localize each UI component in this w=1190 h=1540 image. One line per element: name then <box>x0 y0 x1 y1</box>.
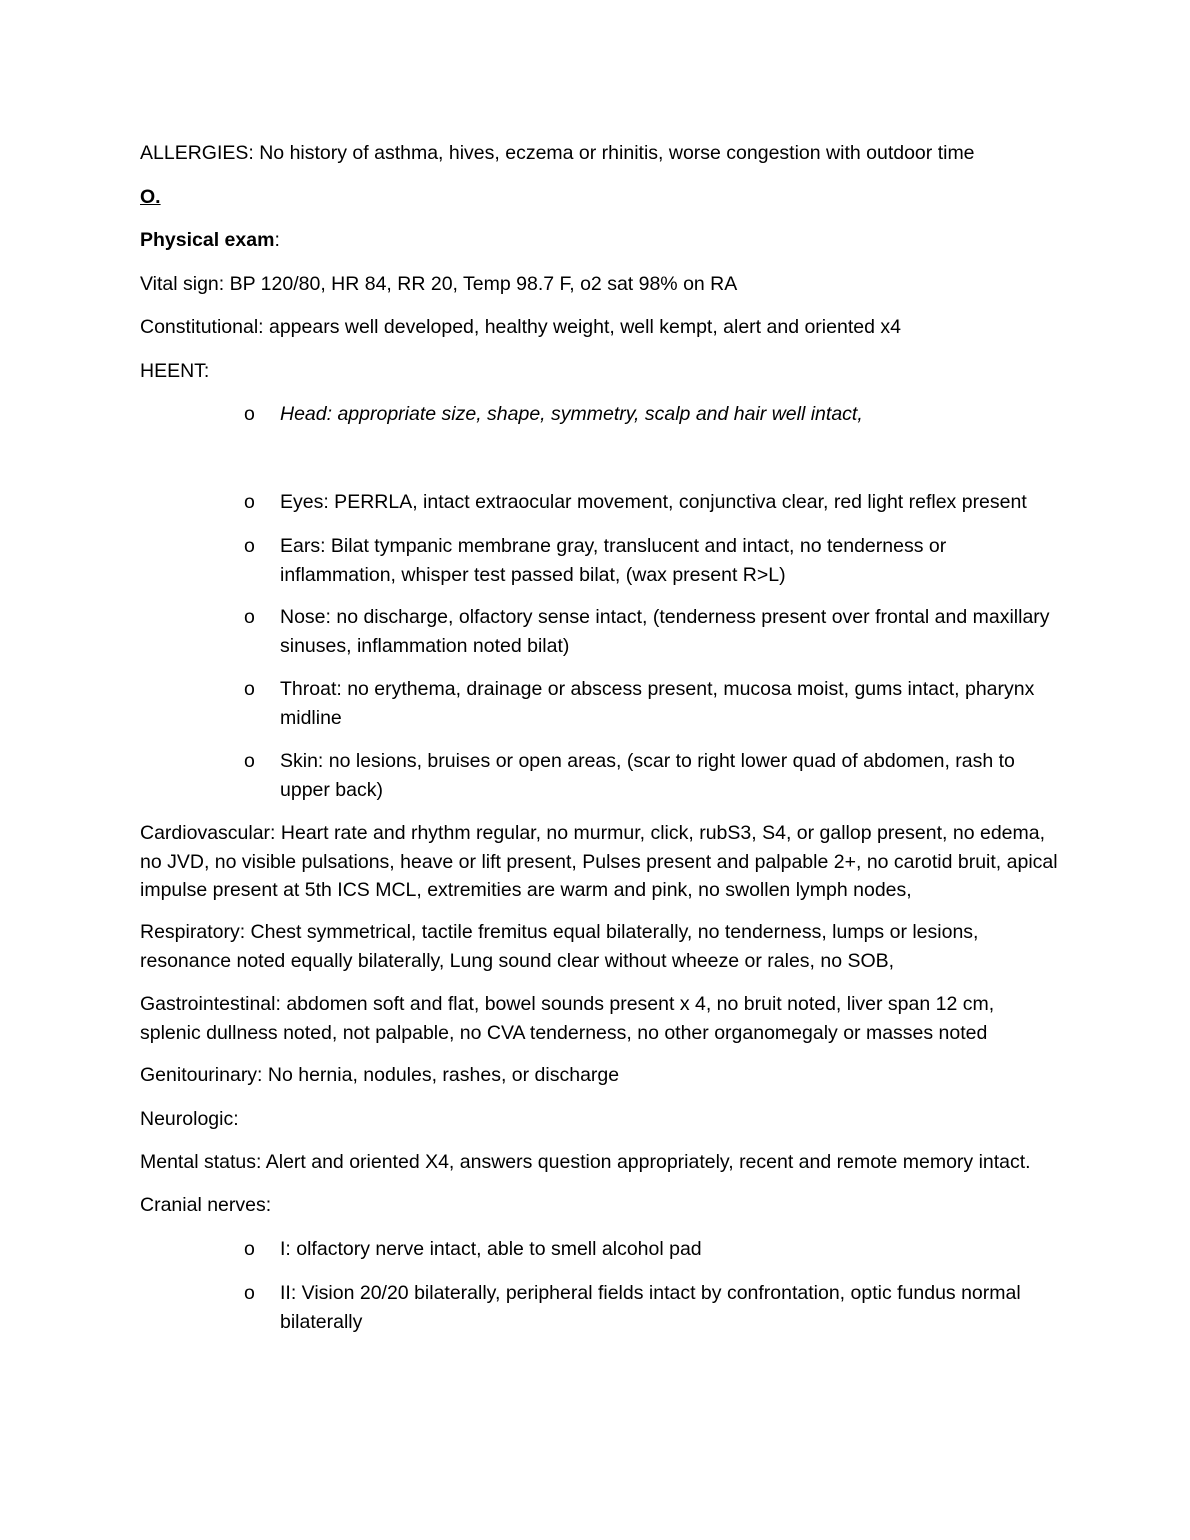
bullet-marker: o <box>244 1282 255 1304</box>
bullet-marker: o <box>244 1238 255 1260</box>
physical-exam-label: Physical exam <box>140 229 275 251</box>
gastrointestinal-paragraph: Gastrointestinal: abdomen soft and flat, bowel sounds present x 4, no bruit noted, liver span 12 cm, splenic dullness noted, not palpable, no CVA tenderness, no other organomegaly or masses noted <box>140 993 995 1044</box>
heent-label: HEENT: <box>140 360 210 382</box>
cardiovascular-paragraph: Cardiovascular: Heart rate and rhythm regular, no murmur, click, rubS3, S4, or gallop present, no edema, no JVD, no visible pulsations, heave or lift present, Pulses present and palpable 2+, no carotid bruit, apical impulse present at 5th ICS MCL, extremities are warm and pink, no swollen lymph nodes, <box>140 822 1058 901</box>
neurologic-label: Neurologic: <box>140 1108 239 1130</box>
heent-nose: Nose: no discharge, olfactory sense intact, (tenderness present over frontal and maxillary sinuses, inflammation noted bilat) <box>280 606 1050 657</box>
bullet-marker: o <box>244 678 255 700</box>
bullet-marker: o <box>244 535 255 557</box>
heent-eyes: Eyes: PERRLA, intact extraocular movement, conjunctiva clear, red light reflex present <box>280 491 1027 513</box>
heent-head: Head: appropriate size, shape, symmetry, scalp and hair well intact, <box>280 403 863 425</box>
genitourinary-line: Genitourinary: No hernia, nodules, rashes, or discharge <box>140 1064 620 1086</box>
mental-status-line: Mental status: Alert and oriented X4, answers question appropriately, recent and remote memory intact. <box>140 1151 1031 1173</box>
heent-skin: Skin: no lesions, bruises or open areas, (scar to right lower quad of abdomen, rash to upper back) <box>280 750 1015 801</box>
vital-signs-line: Vital sign: BP 120/80, HR 84, RR 20, Temp 98.7 F, o2 sat 98% on RA <box>140 273 738 295</box>
bullet-marker: o <box>244 606 255 628</box>
bullet-marker: o <box>244 491 255 513</box>
constitutional-line: Constitutional: appears well developed, healthy weight, well kempt, alert and oriented x4 <box>140 316 901 338</box>
physical-exam-colon: : <box>274 229 280 251</box>
cranial-nerve-1: I: olfactory nerve intact, able to smell alcohol pad <box>280 1238 702 1260</box>
respiratory-paragraph: Respiratory: Chest symmetrical, tactile fremitus equal bilaterally, no tenderness, lumps or lesions, resonance noted equally bilaterally, Lung sound clear without wheeze or rales, no SOB, <box>140 921 979 972</box>
heent-ears: Ears: Bilat tympanic membrane gray, translucent and intact, no tenderness or inflammation, whisper test passed bilat, (wax present R>L) <box>280 535 947 586</box>
physical-exam-heading <box>140 226 1060 255</box>
cranial-nerves-label: Cranial nerves: <box>140 1194 272 1216</box>
section-heading: O. <box>140 186 161 208</box>
allergies-line: ALLERGIES: No history of asthma, hives, eczema or rhinitis, worse congestion with outdoor time <box>140 142 975 164</box>
bullet-marker: o <box>244 403 255 425</box>
bullet-marker: o <box>244 750 255 772</box>
heent-throat: Throat: no erythema, drainage or abscess present, mucosa moist, gums intact, pharynx midline <box>280 678 1035 729</box>
cranial-nerve-2: II: Vision 20/20 bilaterally, peripheral fields intact by confrontation, optic fundus normal bilaterally <box>280 1282 1021 1333</box>
